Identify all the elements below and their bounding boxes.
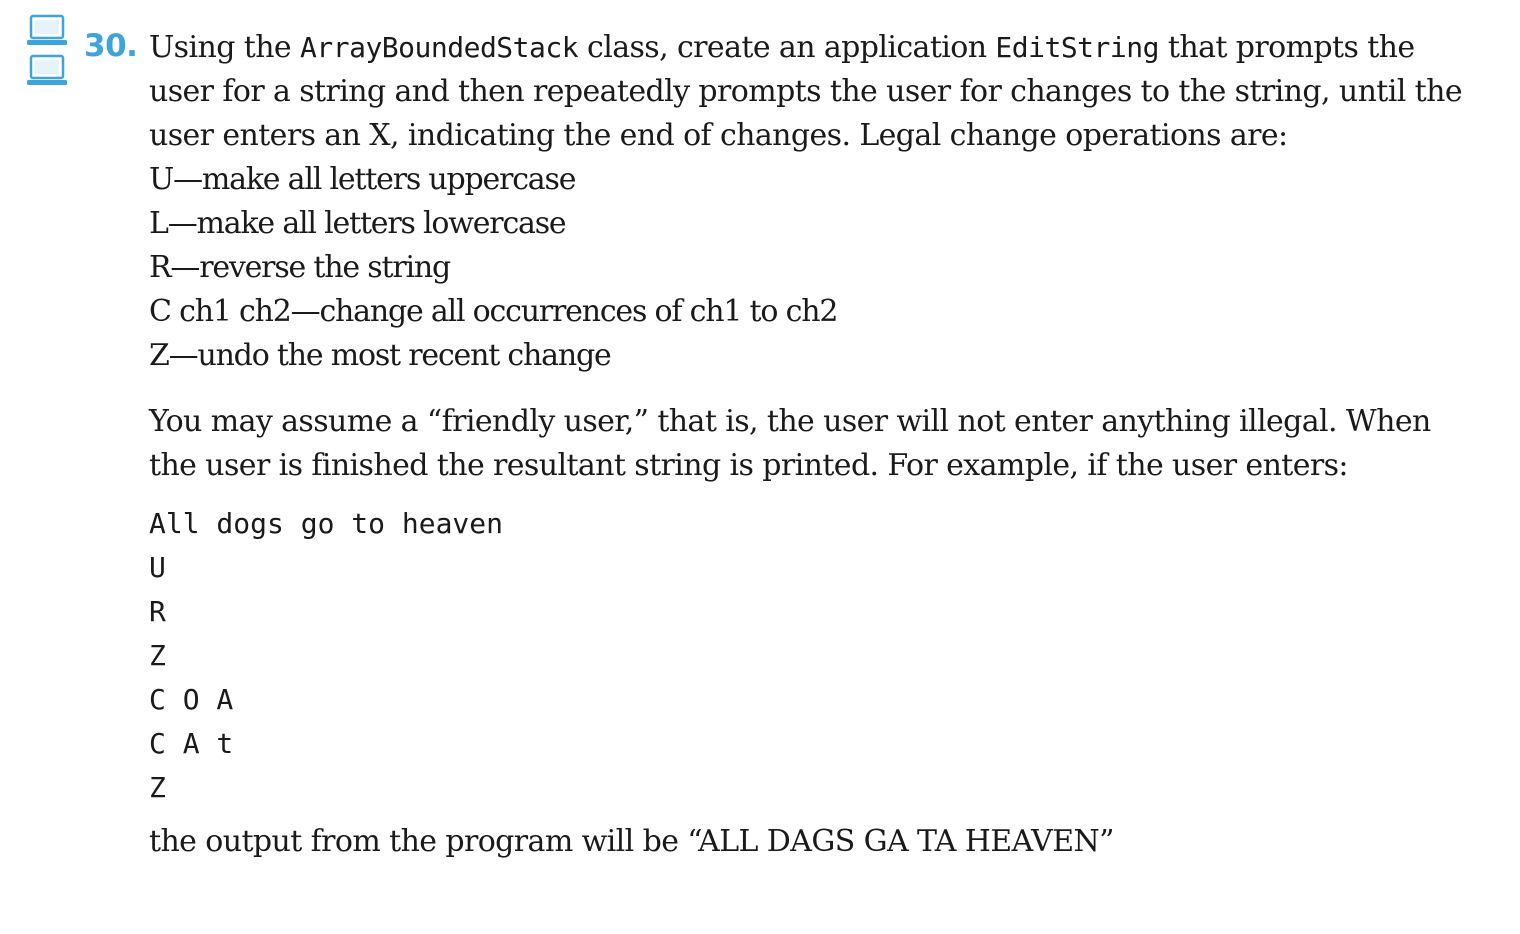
example-line: Z [149,639,166,672]
laptop-icon [26,14,68,48]
operation-item: R—reverse the string [149,250,450,285]
operation-item: C ch1 ch2—change all occurrences of ch1 to ch2 [149,294,838,329]
operation-item: U—make all letters uppercase [149,162,576,197]
intro-paragraph: Using the ArrayBoundedStack class, create an application EditString that prompts the user for a string and then repeatedly prompts the user for changes to the string, until the user enters an X, indicating the end of changes. Legal change operations are: [149,30,1463,153]
assumption-paragraph: You may assume a “friendly user,” that is, the user will not enter anything illegal. When the user is finished the resultant string is printed. For example, if the user enters: [149,404,1431,483]
margin-icons [26,14,70,94]
example-line: All dogs go to heaven [149,507,504,540]
operation-item: Z—undo the most recent change [149,338,611,373]
example-line: R [149,595,166,628]
operation-item: L—make all letters lowercase [149,206,566,241]
class-name-code: ArrayBoundedStack [300,31,579,64]
exercise-body [149,26,1469,864]
operations-list [149,158,1469,378]
example-input-block [149,502,1469,810]
example-line: U [149,551,166,584]
app-name-code: EditString [995,31,1159,64]
example-line: C O A [149,683,234,716]
laptop-icon [26,54,68,88]
example-line: C A t [149,727,234,760]
exercise-number: 30. [84,28,138,64]
output-sentence: the output from the program will be “ALL DAGS GA TA HEAVEN” [149,824,1114,859]
example-line: Z [149,771,166,804]
